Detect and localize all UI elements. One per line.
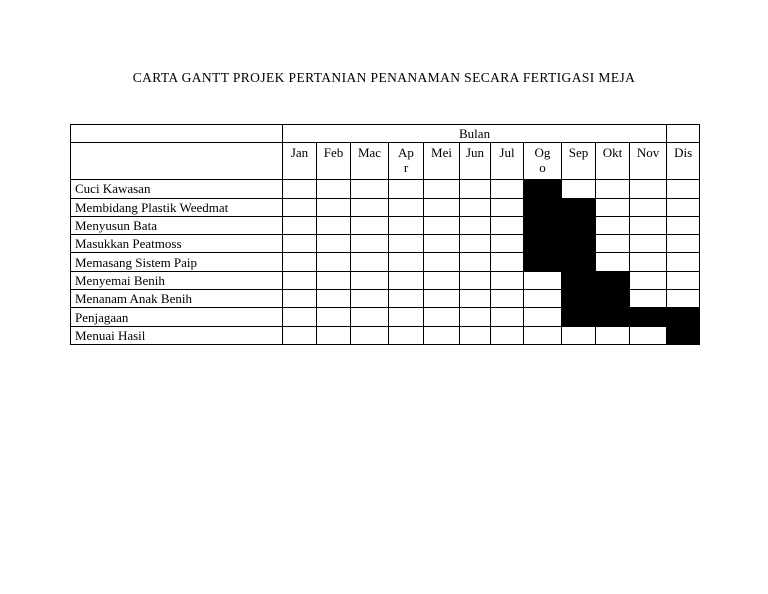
month-header-jan (283, 143, 317, 180)
gantt-empty-cell (424, 216, 460, 234)
gantt-empty-cell (424, 235, 460, 253)
gantt-bar-cell (562, 290, 596, 308)
task-row (71, 308, 700, 326)
gantt-empty-cell (460, 271, 491, 289)
gantt-empty-cell (317, 308, 351, 326)
gantt-empty-cell (562, 326, 596, 344)
gantt-bar-cell (524, 216, 562, 234)
gantt-empty-cell (351, 308, 389, 326)
gantt-empty-cell (630, 326, 667, 344)
header-row-months (71, 143, 700, 180)
gantt-empty-cell (630, 180, 667, 198)
gantt-bar-cell (596, 290, 630, 308)
gantt-empty-cell (667, 253, 700, 271)
gantt-empty-cell (317, 271, 351, 289)
month-label: Jun (465, 145, 485, 161)
task-row (71, 216, 700, 234)
month-group-header: Bulan (283, 125, 667, 143)
task-row (71, 271, 700, 289)
gantt-empty-cell (596, 326, 630, 344)
gantt-empty-cell (491, 308, 524, 326)
gantt-empty-cell (491, 271, 524, 289)
gantt-empty-cell (283, 253, 317, 271)
month-header-jun (460, 143, 491, 180)
gantt-empty-cell (317, 235, 351, 253)
gantt-empty-cell (317, 290, 351, 308)
task-label: Menyusun Bata (71, 216, 283, 234)
month-label: Nov (636, 145, 660, 161)
month-label: Okt (602, 145, 623, 161)
header-blank-cell (71, 125, 283, 143)
month-header-sep (562, 143, 596, 180)
gantt-empty-cell (317, 253, 351, 271)
gantt-empty-cell (389, 198, 424, 216)
month-header-jul (491, 143, 524, 180)
gantt-bar-cell (524, 235, 562, 253)
month-label: Mac (357, 145, 382, 161)
gantt-empty-cell (596, 216, 630, 234)
gantt-empty-cell (389, 290, 424, 308)
gantt-empty-cell (491, 216, 524, 234)
gantt-empty-cell (424, 271, 460, 289)
gantt-empty-cell (667, 180, 700, 198)
month-label: Sep (568, 145, 589, 161)
month-label: Apr (398, 145, 414, 176)
gantt-empty-cell (424, 198, 460, 216)
gantt-empty-cell (351, 198, 389, 216)
gantt-empty-cell (283, 290, 317, 308)
task-label: Masukkan Peatmoss (71, 235, 283, 253)
gantt-empty-cell (283, 216, 317, 234)
task-row (71, 290, 700, 308)
gantt-empty-cell (317, 326, 351, 344)
gantt-empty-cell (460, 235, 491, 253)
gantt-empty-cell (424, 290, 460, 308)
gantt-bar-cell (667, 308, 700, 326)
gantt-bar-cell (667, 326, 700, 344)
task-label: Cuci Kawasan (71, 180, 283, 198)
gantt-empty-cell (317, 180, 351, 198)
gantt-empty-cell (389, 235, 424, 253)
gantt-empty-cell (283, 235, 317, 253)
month-label: Jul (499, 145, 515, 161)
gantt-empty-cell (460, 198, 491, 216)
gantt-empty-cell (630, 271, 667, 289)
gantt-empty-cell (524, 308, 562, 326)
gantt-empty-cell (283, 180, 317, 198)
gantt-empty-cell (460, 308, 491, 326)
gantt-empty-cell (424, 326, 460, 344)
month-header-nov (630, 143, 667, 180)
gantt-table (70, 124, 700, 345)
gantt-bar-cell (562, 271, 596, 289)
gantt-empty-cell (283, 308, 317, 326)
gantt-empty-cell (460, 290, 491, 308)
month-header-dis (667, 143, 700, 180)
task-label: Memasang Sistem Paip (71, 253, 283, 271)
gantt-empty-cell (424, 308, 460, 326)
gantt-empty-cell (460, 180, 491, 198)
task-row (71, 326, 700, 344)
gantt-bar-cell (630, 308, 667, 326)
task-row (71, 253, 700, 271)
gantt-empty-cell (351, 326, 389, 344)
month-label: Mei (431, 145, 452, 161)
gantt-empty-cell (351, 253, 389, 271)
gantt-empty-cell (630, 198, 667, 216)
gantt-bar-cell (562, 198, 596, 216)
month-header-feb (317, 143, 351, 180)
gantt-empty-cell (491, 180, 524, 198)
gantt-empty-cell (491, 290, 524, 308)
gantt-empty-cell (351, 180, 389, 198)
gantt-empty-cell (667, 271, 700, 289)
gantt-empty-cell (630, 235, 667, 253)
gantt-empty-cell (424, 253, 460, 271)
month-header-mac (351, 143, 389, 180)
gantt-bar-cell (562, 216, 596, 234)
gantt-empty-cell (667, 216, 700, 234)
gantt-empty-cell (283, 198, 317, 216)
gantt-empty-cell (596, 198, 630, 216)
month-header-mei (424, 143, 460, 180)
task-label: Membidang Plastik Weedmat (71, 198, 283, 216)
gantt-empty-cell (667, 235, 700, 253)
gantt-empty-cell (460, 216, 491, 234)
gantt-empty-cell (562, 180, 596, 198)
task-label: Menyemai Benih (71, 271, 283, 289)
gantt-empty-cell (667, 290, 700, 308)
header-blank-cell-dis (667, 125, 700, 143)
month-label: Feb (323, 145, 344, 161)
gantt-empty-cell (317, 198, 351, 216)
gantt-bar-cell (562, 308, 596, 326)
header-row-group (71, 125, 700, 143)
gantt-empty-cell (524, 271, 562, 289)
task-label: Penjagaan (71, 308, 283, 326)
gantt-empty-cell (351, 271, 389, 289)
month-row-blank-cell (71, 143, 283, 180)
gantt-empty-cell (630, 216, 667, 234)
gantt-empty-cell (596, 253, 630, 271)
gantt-empty-cell (389, 216, 424, 234)
gantt-empty-cell (491, 326, 524, 344)
month-header-okt (596, 143, 630, 180)
gantt-empty-cell (596, 180, 630, 198)
gantt-empty-cell (491, 235, 524, 253)
gantt-empty-cell (389, 308, 424, 326)
task-row (71, 198, 700, 216)
gantt-empty-cell (524, 290, 562, 308)
gantt-empty-cell (389, 180, 424, 198)
gantt-bar-cell (524, 180, 562, 198)
gantt-empty-cell (389, 253, 424, 271)
gantt-empty-cell (351, 235, 389, 253)
task-label: Menanam Anak Benih (71, 290, 283, 308)
task-row (71, 235, 700, 253)
gantt-empty-cell (491, 198, 524, 216)
gantt-empty-cell (524, 326, 562, 344)
month-label: Ogo (534, 145, 551, 176)
gantt-empty-cell (491, 253, 524, 271)
gantt-bar-cell (562, 235, 596, 253)
gantt-empty-cell (283, 271, 317, 289)
month-header-apr (389, 143, 424, 180)
gantt-empty-cell (351, 290, 389, 308)
gantt-empty-cell (351, 216, 389, 234)
task-label: Menuai Hasil (71, 326, 283, 344)
gantt-empty-cell (460, 253, 491, 271)
gantt-empty-cell (424, 180, 460, 198)
gantt-bar-cell (596, 271, 630, 289)
gantt-empty-cell (460, 326, 491, 344)
gantt-bar-cell (524, 198, 562, 216)
gantt-empty-cell (596, 235, 630, 253)
month-label: Jan (290, 145, 309, 161)
chart-title: CARTA GANTT PROJEK PERTANIAN PENANAMAN SECARA FERTIGASI MEJA (132, 70, 636, 85)
gantt-empty-cell (630, 253, 667, 271)
gantt-empty-cell (630, 290, 667, 308)
gantt-empty-cell (667, 198, 700, 216)
task-row (71, 180, 700, 198)
gantt-bar-cell (596, 308, 630, 326)
gantt-empty-cell (283, 326, 317, 344)
gantt-bar-cell (562, 253, 596, 271)
gantt-empty-cell (317, 216, 351, 234)
gantt-bar-cell (524, 253, 562, 271)
month-label: Dis (674, 145, 693, 161)
month-header-ogo (524, 143, 562, 180)
gantt-empty-cell (389, 271, 424, 289)
gantt-empty-cell (389, 326, 424, 344)
